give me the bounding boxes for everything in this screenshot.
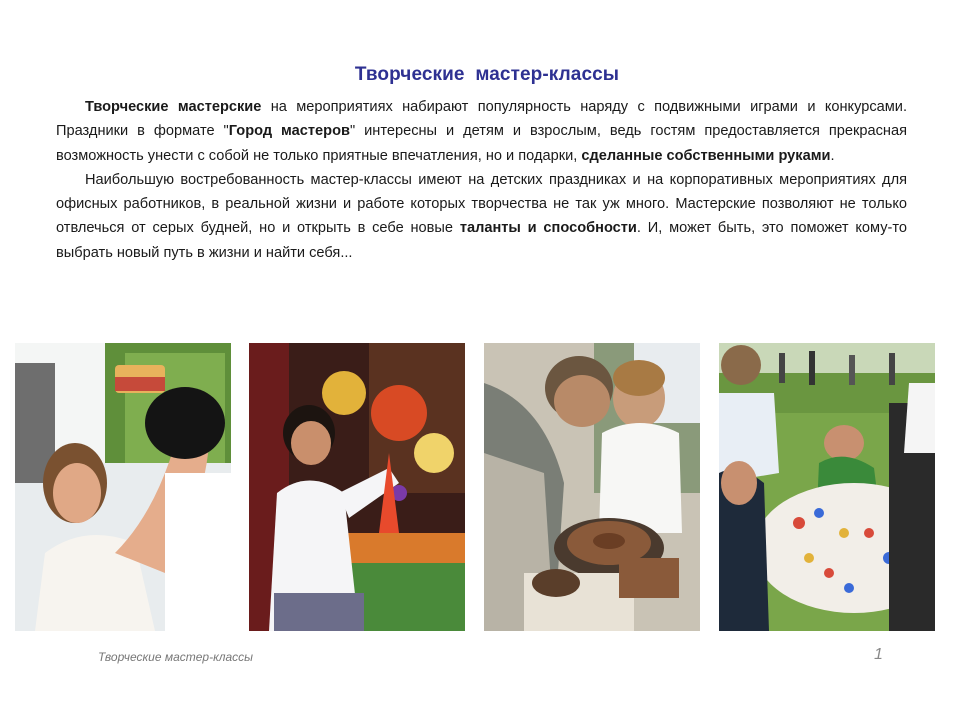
paragraph-2-text-2: . И, может быть, это поможет кому-то выбрать новый путь в жизни и найти себя...: [56, 220, 907, 261]
photo-woman-with-jar: [15, 343, 231, 631]
photo-outdoor-painting: [719, 343, 935, 631]
paragraph-1: [56, 95, 907, 168]
footer-text: Творческие мастер-классы: [98, 650, 254, 664]
photo-pottery-wheel: [484, 343, 700, 631]
bold-lead: Творческие мастерские: [85, 99, 262, 115]
paragraph-2-text-1: Наибольшую востребованность мастер-классы имеют на детских праздниках и на корпоративных мероприятиях для офисных работников, в реальной жизни и работе которых творчества не так уж много. Мастерские позволяют не только отвлечься от серых будней, но и открыть в себе новые: [56, 171, 907, 237]
body-text: [56, 95, 907, 265]
page-number: 1: [874, 646, 883, 663]
photo-girl-crafting: [249, 343, 465, 631]
bold-handmade: сделанные собственными руками: [581, 147, 831, 164]
paragraph-1-text-2: " интересны и детям и взрослым, ведь гостям предоставляется прекрасная возможность унести с собой не только приятные впечатления, но и подарки,: [56, 123, 907, 164]
paragraph-1-text-3: .: [830, 147, 835, 164]
slide-title: Творческие мастер-классы: [354, 64, 620, 85]
bold-talents: таланты и способности: [459, 220, 637, 237]
bold-city-of-masters: Город мастеров: [228, 123, 350, 140]
paragraph-2: [56, 168, 907, 265]
paragraph-1-text-1: на мероприятиях набирают популярность наряду с подвижными играми и конкурсами. Праздники в формате ": [56, 99, 907, 140]
